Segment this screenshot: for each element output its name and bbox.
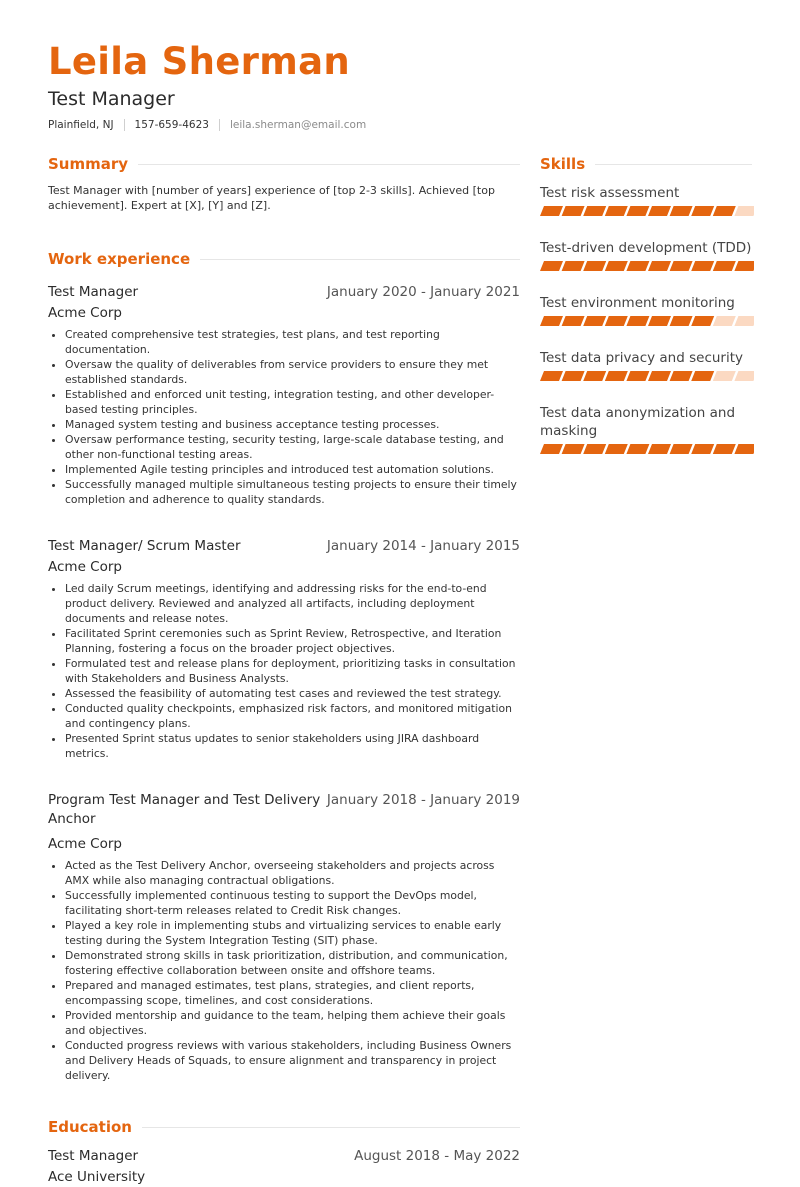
bullet-item: • Provided mentorship and guidance to the team, helping them achieve their goals and objectives. xyxy=(65,1008,520,1038)
job-list xyxy=(48,283,520,1083)
skill-segment-filled xyxy=(540,261,563,271)
skill-segment-filled xyxy=(562,444,585,454)
skill-segment-filled xyxy=(626,206,649,216)
skill-item xyxy=(540,349,752,386)
skill-segment-filled xyxy=(626,261,649,271)
company-name: Acme Corp xyxy=(48,836,122,852)
job-dates: January 2020 - January 2021 xyxy=(326,284,520,300)
skill-segment-filled xyxy=(691,444,714,454)
skill-segment-filled xyxy=(583,444,606,454)
education-dates: August 2018 - May 2022 xyxy=(354,1148,520,1164)
skill-segment-empty xyxy=(713,316,736,326)
sidebar-column xyxy=(540,150,752,459)
job-entry xyxy=(48,283,520,507)
skill-segment-filled xyxy=(626,316,649,326)
skill-segment-filled xyxy=(734,444,754,454)
bullet-item: • Created comprehensive test strategies, test plans, and test reporting documentation. xyxy=(65,327,520,357)
skill-segment-filled xyxy=(605,371,628,381)
bullet-item: • Oversaw the quality of deliverables from service providers to ensure they met established standards. xyxy=(65,357,520,387)
job-entry xyxy=(48,791,520,1083)
skill-segment-filled xyxy=(713,206,736,216)
bullet-item: • Acted as the Test Delivery Anchor, overseeing stakeholders and projects across AMX while also managing contractual obligations. xyxy=(65,858,520,888)
skill-segment-filled xyxy=(713,444,736,454)
contact-separator xyxy=(219,119,220,131)
skill-segment-filled xyxy=(691,261,714,271)
bullet-item: • Conducted quality checkpoints, emphasized risk factors, and monitored mitigation and contingency plans. xyxy=(65,701,520,731)
bullet-item: • Conducted progress reviews with various stakeholders, including Business Owners and Delivery Heads of Squads, to ensure alignment and transparency in project delivery. xyxy=(65,1038,520,1083)
skill-segment-filled xyxy=(648,444,671,454)
skill-segment-filled xyxy=(670,316,693,326)
skill-name: Test-driven development (TDD) xyxy=(540,240,752,256)
skill-segment-filled xyxy=(670,206,693,216)
bullet-item: • Demonstrated strong skills in task prioritization, distribution, and communication, fostering effective collaboration between onsite and offshore teams. xyxy=(65,948,520,978)
skill-name: Test risk assessment xyxy=(540,185,680,201)
skill-list xyxy=(540,184,752,459)
skill-segment-filled xyxy=(670,371,693,381)
skills-section-header xyxy=(540,150,752,178)
skill-segment-empty xyxy=(734,371,754,381)
skill-segment-filled xyxy=(648,316,671,326)
skill-level-bar xyxy=(540,260,754,272)
job-dates: January 2014 - January 2015 xyxy=(326,538,520,554)
bullet-item: • Assessed the feasibility of automating test cases and reviewed the test strategy. xyxy=(65,686,520,701)
skill-segment-filled xyxy=(540,316,563,326)
bullet-item: • Established and enforced unit testing, integration testing, and other developer-based testing principles. xyxy=(65,387,520,417)
school-name: Ace University xyxy=(48,1169,146,1185)
bullet-item: • Played a key role in implementing stubs and virtualizing services to enable early testing during the System Integration Testing (SIT) phase. xyxy=(65,918,520,948)
bullet-item: • Successfully managed multiple simultaneous testing projects to ensure their timely completion and adherence to quality standards. xyxy=(65,477,520,507)
skill-segment-filled xyxy=(605,206,628,216)
skill-segment-filled xyxy=(713,261,736,271)
skill-level-bar xyxy=(540,315,754,327)
section-divider xyxy=(200,259,520,260)
skill-segment-filled xyxy=(605,444,628,454)
skill-name: Test data privacy and security xyxy=(540,350,744,366)
skill-segment-filled xyxy=(648,371,671,381)
skill-item xyxy=(540,404,752,459)
skill-item xyxy=(540,294,752,331)
job-entry xyxy=(48,537,520,761)
job-title: Program Test Manager and Test Delivery Anchor xyxy=(48,792,321,827)
bullet-item: • Presented Sprint status updates to senior stakeholders using JIRA dashboard metrics. xyxy=(65,731,520,761)
section-heading-summary: Summary xyxy=(48,155,129,173)
skill-segment-filled xyxy=(691,316,714,326)
skill-segment-filled xyxy=(734,261,754,271)
section-heading-experience: Work experience xyxy=(48,250,191,268)
section-divider xyxy=(142,1127,520,1128)
contact-separator xyxy=(124,119,125,131)
skill-segment-empty xyxy=(713,371,736,381)
experience-section-header xyxy=(48,245,520,273)
bullet-item: • Implemented Agile testing principles and introduced test automation solutions. xyxy=(65,462,520,477)
job-title: Test Manager xyxy=(48,284,139,300)
skill-segment-filled xyxy=(583,316,606,326)
summary-section-header xyxy=(48,150,520,178)
skill-segment-filled xyxy=(605,316,628,326)
skill-segment-filled xyxy=(562,371,585,381)
skill-segment-filled xyxy=(583,206,606,216)
skill-level-bar xyxy=(540,205,754,217)
skill-level-bar xyxy=(540,443,754,455)
section-heading-skills: Skills xyxy=(540,155,586,173)
skill-segment-filled xyxy=(562,206,585,216)
company-name: Acme Corp xyxy=(48,559,122,575)
bullet-item: • Led daily Scrum meetings, identifying and addressing risks for the end-to-end product delivery. Reviewed and analyzed all artifacts, including deployment documents and release notes. xyxy=(65,581,520,626)
job-bullets xyxy=(48,327,520,507)
skill-segment-filled xyxy=(626,444,649,454)
skill-segment-filled xyxy=(562,261,585,271)
skill-segment-filled xyxy=(670,444,693,454)
skill-segment-empty xyxy=(734,316,754,326)
job-bullets xyxy=(48,858,520,1083)
skill-segment-filled xyxy=(626,371,649,381)
company-name: Acme Corp xyxy=(48,305,122,321)
skill-segment-filled xyxy=(562,316,585,326)
phone: 157-659-4623 xyxy=(134,119,209,131)
education-entry xyxy=(48,1147,520,1187)
summary-text: Test Manager with [number of years] experience of [top 2-3 skills]. Achieved [top achievement]. Expert at [X], [Y] and [Z]. xyxy=(48,184,495,212)
skill-segment-filled xyxy=(691,371,714,381)
skill-segment-filled xyxy=(540,444,563,454)
section-heading-education: Education xyxy=(48,1118,132,1136)
location: Plainfield, NJ xyxy=(48,119,114,131)
bullet-item: • Facilitated Sprint ceremonies such as Sprint Review, Retrospective, and Iteration Planning, fostering a focus on the broader project objectives. xyxy=(65,626,520,656)
skill-segment-filled xyxy=(540,371,563,381)
bullet-item: • Successfully implemented continuous testing to support the DevOps model, facilitating short-term releases related to Credit Risk changes. xyxy=(65,888,520,918)
job-dates: January 2018 - January 2019 xyxy=(326,792,520,808)
skill-segment-empty xyxy=(734,206,754,216)
bullet-item: • Oversaw performance testing, security testing, large-scale database testing, and other non-functional testing areas. xyxy=(65,432,520,462)
skill-segment-filled xyxy=(583,371,606,381)
skill-segment-filled xyxy=(605,261,628,271)
bullet-item: • Formulated test and release plans for deployment, prioritizing tasks in consultation with Stakeholders and Business Analysts. xyxy=(65,656,520,686)
bullet-item: • Managed system testing and business acceptance testing processes. xyxy=(65,417,520,432)
skill-segment-filled xyxy=(583,261,606,271)
skill-segment-filled xyxy=(648,261,671,271)
skill-item xyxy=(540,239,752,276)
skill-segment-filled xyxy=(540,206,563,216)
skill-name: Test environment monitoring xyxy=(540,295,735,311)
section-divider xyxy=(138,164,520,165)
degree-title: Test Manager xyxy=(48,1148,139,1164)
job-bullets xyxy=(48,581,520,761)
contact-line xyxy=(48,119,366,131)
main-column xyxy=(48,150,520,1187)
skill-segment-filled xyxy=(648,206,671,216)
bullet-item: • Prepared and managed estimates, test plans, strategies, and client reports, encompassing scope, timelines, and cost considerations. xyxy=(65,978,520,1008)
email[interactable]: leila.sherman@email.com xyxy=(229,119,367,131)
skill-segment-filled xyxy=(691,206,714,216)
education-section-header xyxy=(48,1113,520,1141)
skill-item xyxy=(540,184,752,221)
skill-name: Test data anonymization and masking xyxy=(540,405,736,439)
candidate-name: Leila Sherman xyxy=(48,40,350,83)
section-divider xyxy=(595,164,752,165)
skill-level-bar xyxy=(540,370,754,382)
job-title: Test Manager/ Scrum Master xyxy=(48,538,241,554)
skill-segment-filled xyxy=(670,261,693,271)
candidate-title: Test Manager xyxy=(48,88,175,110)
